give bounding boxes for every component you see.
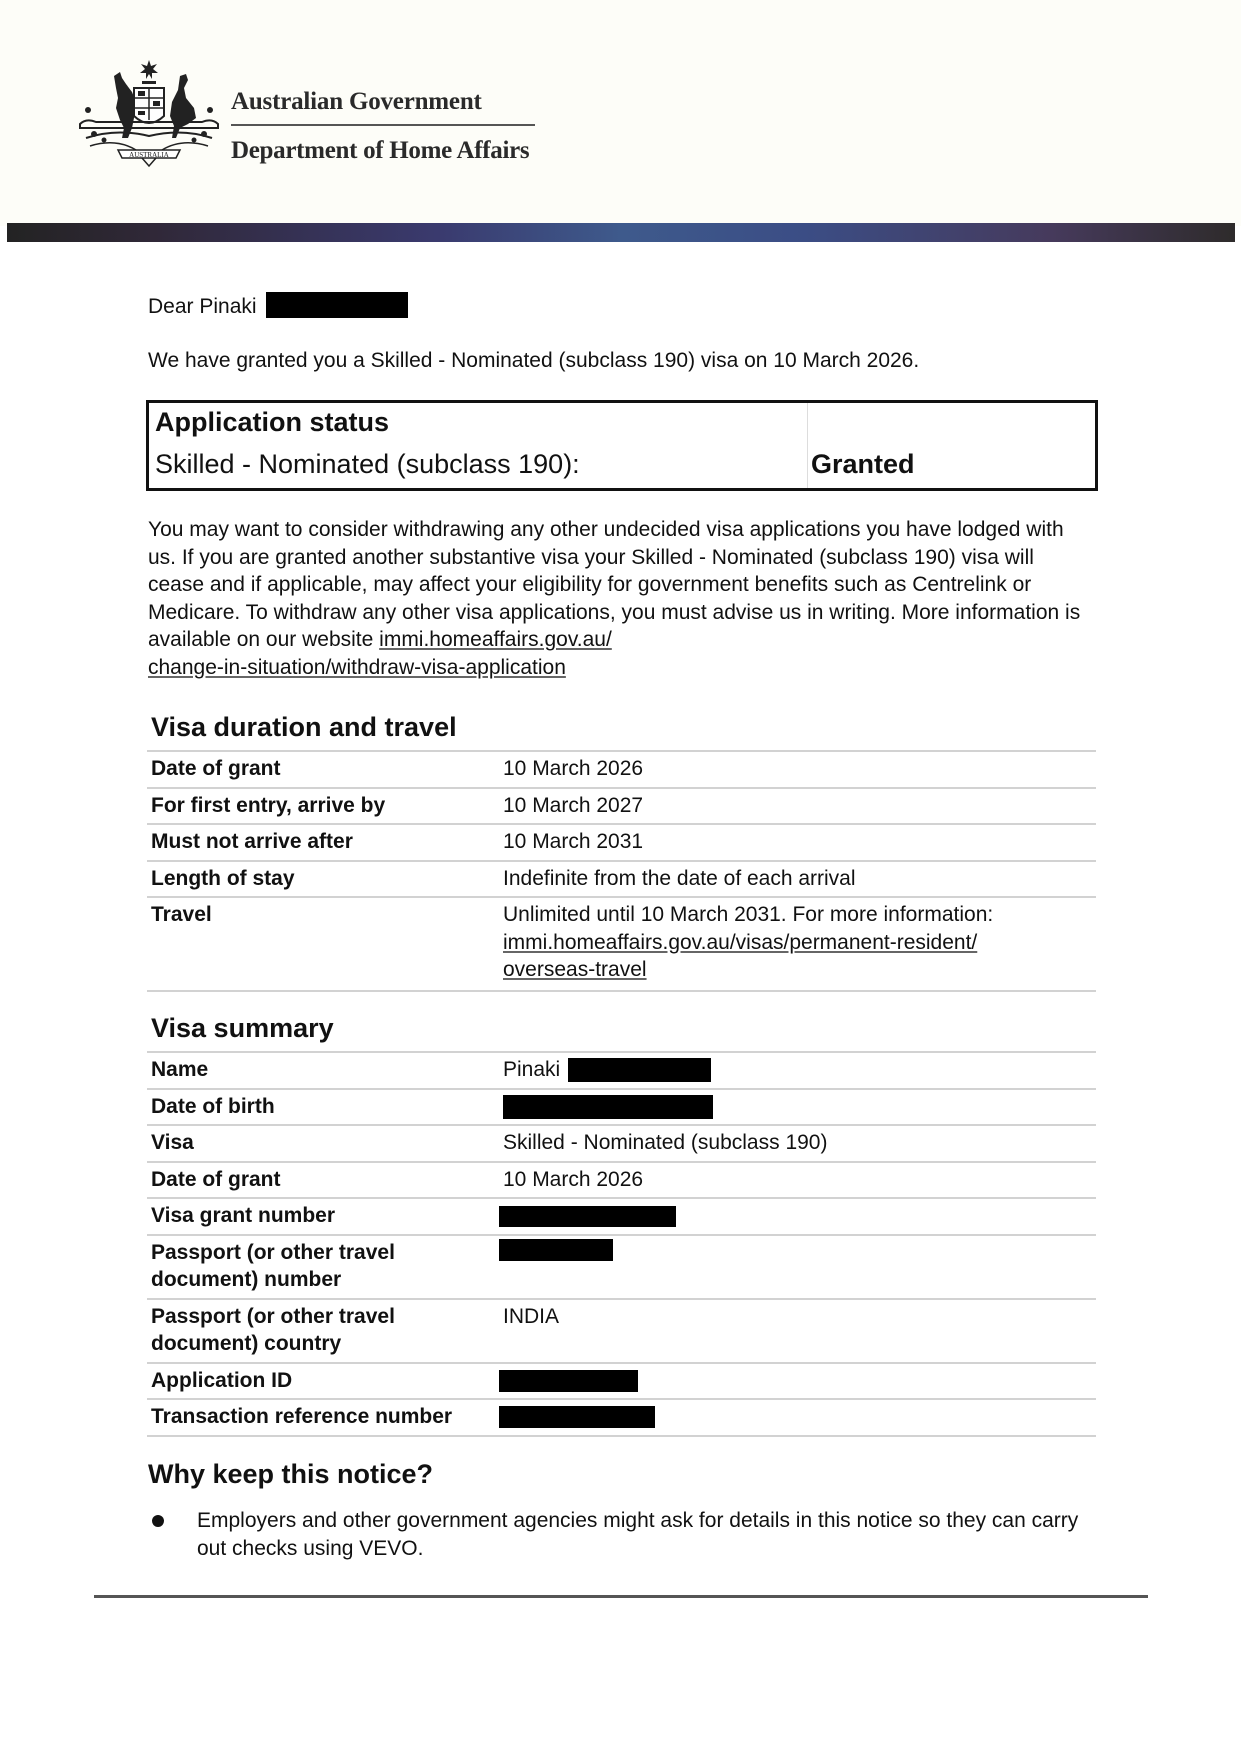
redacted-surname (568, 1058, 711, 1082)
row-label: Travel (147, 897, 498, 991)
row-label: Date of grant (147, 751, 498, 788)
row-label: Name (147, 1052, 498, 1089)
withdraw-link-part-2[interactable]: change-in-situation/withdraw-visa-application (148, 655, 566, 679)
row-value (498, 1089, 1096, 1126)
overseas-travel-link[interactable] (503, 931, 977, 982)
status-badge: Granted (811, 449, 915, 479)
status-column-divider (807, 403, 808, 488)
notice-text: You may want to consider withdrawing any other undecided visa applications you have lodged with us. If you are granted another substantive visa your Skilled - Nominated (subclass 190) visa will cease and if applicable, may affect your eligibility for government benefits such as Centrelink or Medicare. To withdraw any other visa applications, you must advise us in writing. More information is available on our website (148, 518, 1081, 651)
agency-name: Australian Government (231, 88, 482, 115)
department-name: Department of Home Affairs (231, 137, 530, 164)
row-label: Visa grant number (147, 1198, 498, 1235)
row-label: Transaction reference number (147, 1399, 498, 1436)
visa-summary-heading: Visa summary (151, 1013, 334, 1043)
table-row (147, 1089, 1096, 1126)
status-title: Application status (155, 407, 390, 437)
redacted-visa-grant-number (499, 1206, 676, 1227)
bullet-text: Employers and other government agencies might ask for details in this notice so they can carry out checks using VEVO. (197, 1509, 1079, 1560)
row-label: Date of grant (147, 1162, 498, 1199)
row-value (498, 1363, 1096, 1400)
row-value: Indefinite from the date of each arrival (498, 861, 1096, 898)
table-row (147, 1198, 1096, 1235)
visa-duration-table (147, 750, 1096, 992)
row-value: 10 March 2026 (498, 1162, 1096, 1199)
name-value: Pinaki (503, 1058, 561, 1081)
table-row (147, 1162, 1096, 1199)
letterhead (0, 0, 1241, 226)
travel-text: Unlimited until 10 March 2031. For more information: (503, 903, 994, 926)
table-row (147, 824, 1096, 861)
row-value (498, 1198, 1096, 1235)
row-label: Passport (or other travel document) country (147, 1299, 498, 1363)
why-keep-heading: Why keep this notice? (148, 1459, 434, 1489)
agency-divider (231, 124, 535, 126)
row-value: INDIA (498, 1299, 1096, 1363)
row-label: For first entry, arrive by (147, 788, 498, 825)
row-label: Must not arrive after (147, 824, 498, 861)
row-label: Application ID (147, 1363, 498, 1400)
row-label: Date of birth (147, 1089, 498, 1126)
row-value: 10 March 2031 (498, 824, 1096, 861)
travel-link-part-1[interactable]: immi.homeaffairs.gov.au/visas/permanent-resident/ (503, 930, 978, 954)
footer-divider (94, 1595, 1148, 1598)
application-status-box (146, 400, 1098, 491)
table-row (147, 1399, 1096, 1436)
withdraw-link-part-1[interactable]: immi.homeaffairs.gov.au/ (379, 628, 612, 651)
row-value: Skilled - Nominated (subclass 190) (498, 1125, 1096, 1162)
svg-text:AUSTRALIA: AUSTRALIA (129, 151, 169, 159)
row-value (498, 1399, 1096, 1436)
travel-link-part-2[interactable]: overseas-travel (503, 958, 647, 981)
bullet-icon (152, 1515, 164, 1527)
row-label: Visa (147, 1125, 498, 1162)
table-row (147, 751, 1096, 788)
table-row (147, 1125, 1096, 1162)
row-value: 10 March 2026 (498, 751, 1096, 788)
status-visa-label: Skilled - Nominated (subclass 190): (155, 449, 580, 479)
visa-duration-heading: Visa duration and travel (151, 712, 457, 742)
salutation-text: Dear Pinaki (148, 295, 257, 318)
table-row (147, 1363, 1096, 1400)
grant-intro: We have granted you a Skilled - Nominated (subclass 190) visa on 10 March 2026. (148, 349, 920, 372)
table-row (147, 1299, 1096, 1363)
table-row (147, 788, 1096, 825)
visa-summary-table (147, 1051, 1096, 1437)
salutation (148, 293, 408, 321)
redacted-application-id (499, 1370, 638, 1392)
row-label: Passport (or other travel document) number (147, 1235, 498, 1299)
table-row (147, 897, 1096, 991)
redacted-passport-number (499, 1239, 613, 1261)
redacted-transaction-reference (499, 1406, 655, 1428)
row-value (498, 1052, 1096, 1089)
row-value (498, 897, 1096, 991)
withdrawal-notice-paragraph (148, 516, 1088, 681)
table-row (147, 1052, 1096, 1089)
table-row (147, 861, 1096, 898)
redacted-surname (266, 292, 408, 318)
row-value: 10 March 2027 (498, 788, 1096, 825)
table-row (147, 1235, 1096, 1299)
row-label: Length of stay (147, 861, 498, 898)
brand-gradient-bar (7, 223, 1235, 242)
row-value (498, 1235, 1096, 1299)
australian-coat-of-arms-icon (76, 58, 222, 168)
redacted-date-of-birth (503, 1095, 713, 1119)
